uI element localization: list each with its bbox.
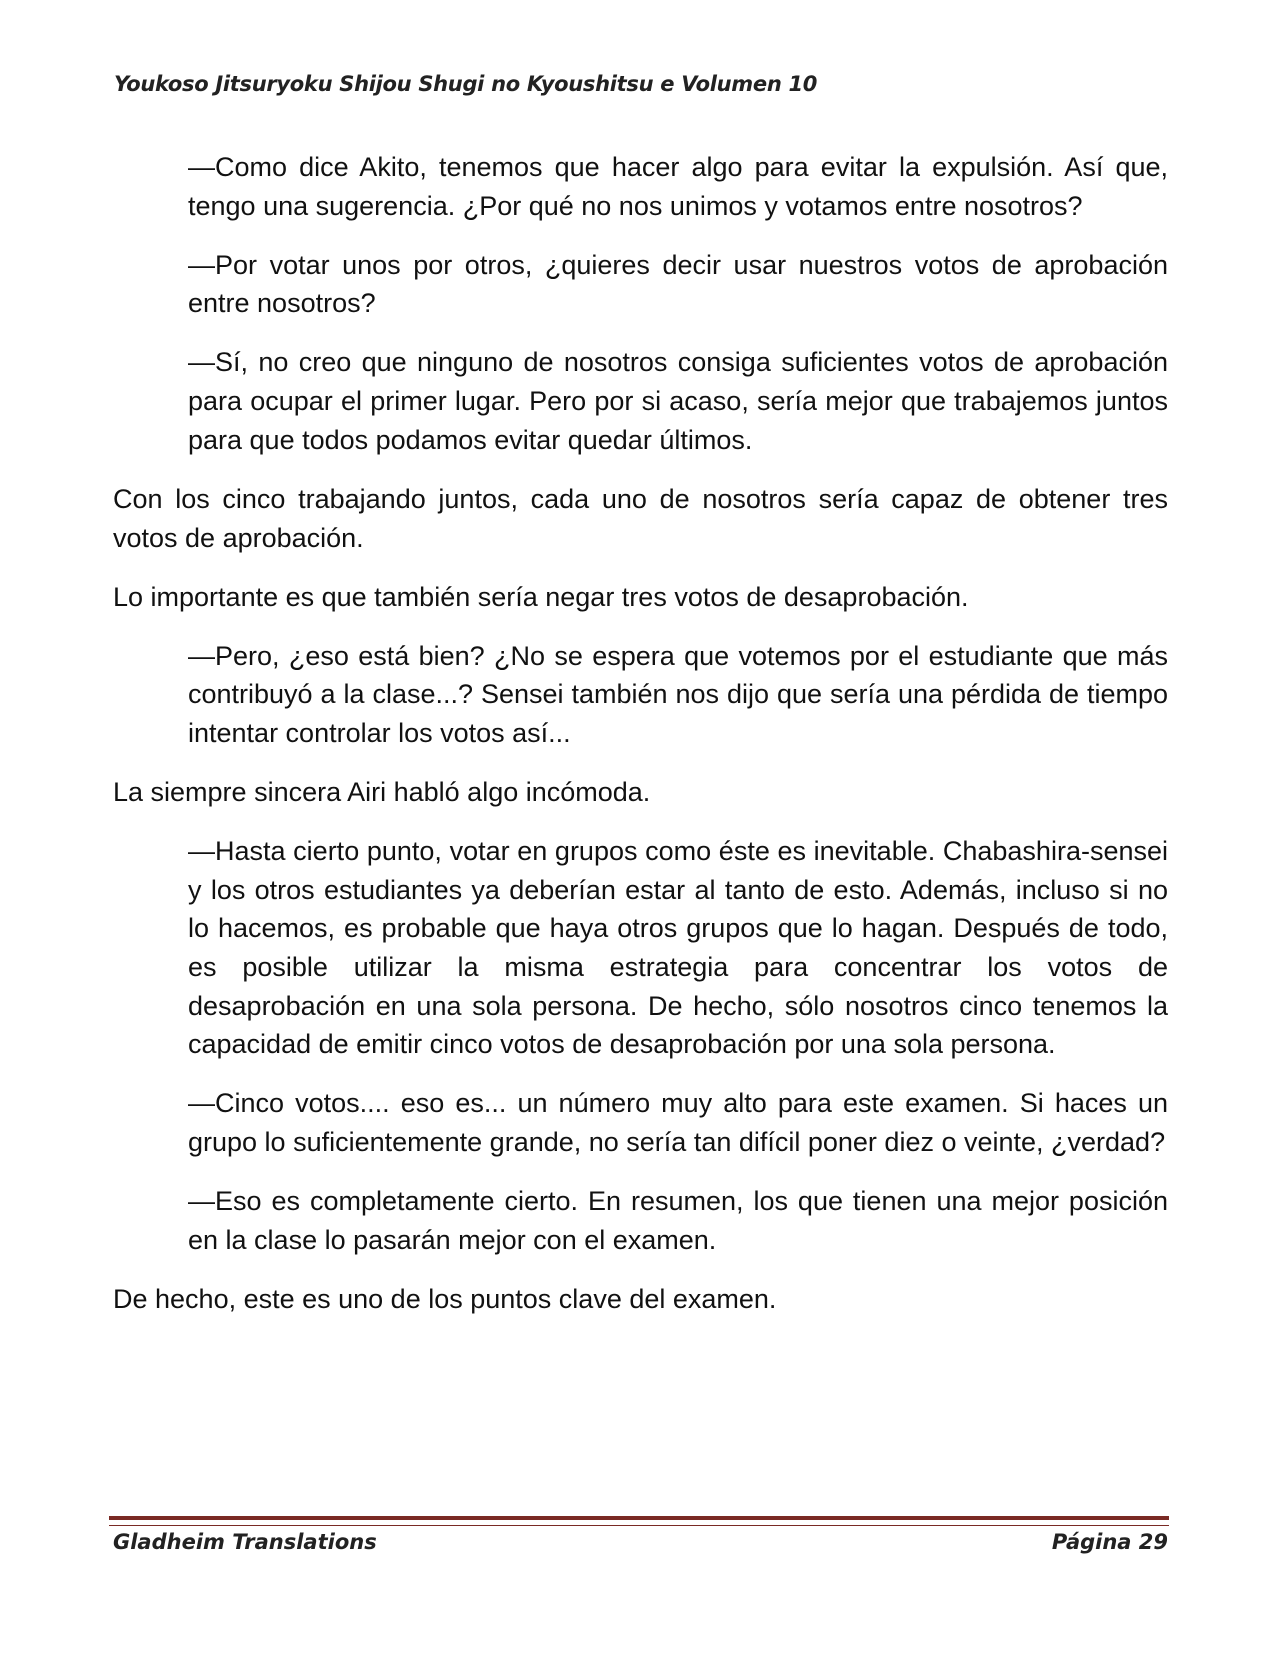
page-body: [113, 148, 1168, 1339]
footer-divider: [109, 1516, 1169, 1526]
paragraph-dialogue: —Como dice Akito, tenemos que hacer algo para evitar la expulsión. Así que, tengo una sugerencia. ¿Por qué no nos unimos y votamos entre nosotros?: [188, 152, 1168, 221]
paragraph-dialogue: —Pero, ¿eso está bien? ¿No se espera que votemos por el estudiante que más contribuyó a la clase...? Sensei también nos dijo que sería una pérdida de tiempo intentar controlar los votos así...: [188, 640, 1168, 748]
paragraph-narration: La siempre sincera Airi habló algo incómoda.: [113, 776, 651, 807]
paragraph-dialogue: —Por votar unos por otros, ¿quieres decir usar nuestros votos de aprobación entre nosotros?: [188, 249, 1168, 319]
page-header-title: Youkoso Jitsuryoku Shijou Shugi no Kyoushitsu e Volumen 10: [114, 72, 818, 96]
paragraph-narration: De hecho, este es uno de los puntos clave del examen.: [113, 1283, 777, 1314]
paragraph-dialogue: —Sí, no creo que ninguno de nosotros consiga suficientes votos de aprobación para ocupar el primer lugar. Pero por si acaso, sería mejor que trabajemos juntos para que todos podamos evitar quedar últimos.: [188, 347, 1168, 455]
paragraph-narration: Con los cinco trabajando juntos, cada uno de nosotros sería capaz de obtener tres votos de aprobación.: [113, 483, 1168, 553]
paragraph-dialogue: —Cinco votos.... eso es... un número muy alto para este examen. Si haces un grupo lo suficientemente grande, no sería tan difícil poner diez o veinte, ¿verdad?: [188, 1088, 1168, 1158]
paragraph-dialogue: —Eso es completamente cierto. En resumen, los que tienen una mejor posición en la clase lo pasarán mejor con el examen.: [188, 1186, 1168, 1255]
footer-page-number: Página 29: [1051, 1530, 1168, 1554]
paragraph-dialogue: —Hasta cierto punto, votar en grupos como éste es inevitable. Chabashira-sensei y los otros estudiantes ya deberían estar al tanto de esto. Además, incluso si no lo hacemos, es probable que haya otros grupos que lo hagan. Después de todo, es posible utilizar la misma estrategia para concentrar los votos de desaprobación en una sola persona. De hecho, sólo nosotros cinco tenemos la capacidad de emitir cinco votos de desaprobación por una sola persona.: [188, 835, 1168, 1060]
footer-publisher: Gladheim Translations: [113, 1530, 377, 1554]
paragraph-narration: Lo importante es que también sería negar tres votos de desaprobación.: [113, 581, 969, 612]
